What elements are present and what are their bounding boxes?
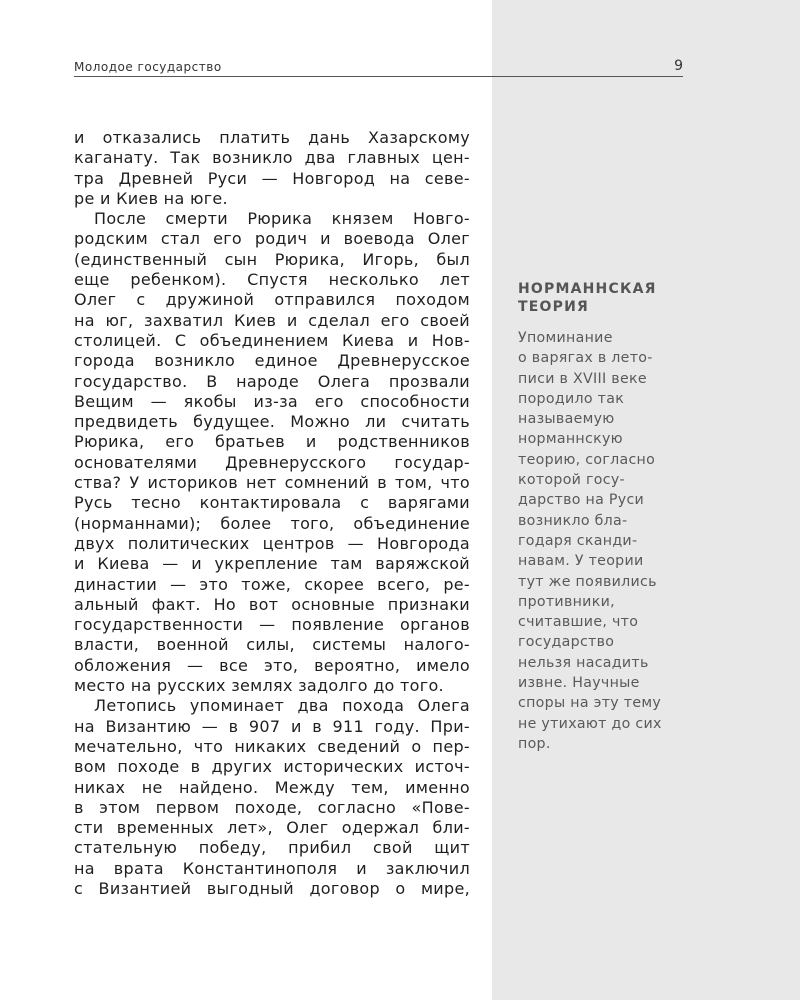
text-line: Летопись упоминает два похода Олега xyxy=(94,696,470,716)
page-number: 9 xyxy=(674,58,683,74)
text-line: города возникло единое Древнерусское xyxy=(74,351,470,371)
text-line: ства? У историков нет сомнений в том, что xyxy=(74,473,470,493)
sidebar-text-line: извне. Научные xyxy=(518,675,640,692)
text-line: предвидеть будущее. Можно ли считать xyxy=(74,412,470,432)
text-line: и отказались платить дань Хазарскому xyxy=(74,128,470,147)
text-line: родским стал его родич и воевода Олег xyxy=(74,229,470,249)
text-line: место на русских землях задолго до того. xyxy=(74,676,444,696)
sidebar-text-line: не утихают до сих xyxy=(518,715,662,732)
text-line: власти, военной силы, системы налого- xyxy=(74,635,470,655)
sidebar-text-line: называемую xyxy=(518,411,615,428)
text-line: династии — это тоже, скорее всего, ре- xyxy=(74,574,470,594)
text-line: тра Древней Руси — Новгород на севе- xyxy=(74,168,470,188)
sidebar-text-line: нельзя насадить xyxy=(518,654,649,671)
text-line: Олег с дружиной отправился походом xyxy=(74,290,470,310)
text-line: на врата Константинополя и заключил xyxy=(74,858,470,878)
sidebar-text-line: тут же появились xyxy=(518,573,657,590)
text-line: (единственный сын Рюрика, Игорь, был xyxy=(74,249,470,269)
text-line: обложения — все это, вероятно, имело xyxy=(74,655,470,675)
running-header xyxy=(74,58,683,77)
sidebar-note xyxy=(518,280,698,754)
text-line: стательную победу, прибил свой щит xyxy=(74,838,470,858)
sidebar-text-line: считавшие, что xyxy=(518,614,639,631)
text-line: двух политических центров — Новгорода xyxy=(74,533,470,553)
sidebar-text-line: споры на эту тему xyxy=(518,695,662,712)
text-line: Вещим — якобы из-за его способности xyxy=(74,391,470,411)
sidebar-text-line: возникло бла- xyxy=(518,512,628,529)
text-line: с Византией выгодный договор о мире, xyxy=(74,878,470,898)
text-line: основателями Древнерусского государ- xyxy=(74,452,470,472)
text-line: Рюрика, его братьев и родственников xyxy=(74,432,470,452)
text-line: ре и Киев на юге. xyxy=(74,188,228,208)
sidebar-heading xyxy=(518,280,698,316)
sidebar-text-line: норманнскую xyxy=(518,431,623,448)
text-line: сти временных лет», Олег одержал бли- xyxy=(74,818,470,838)
sidebar-text-line: противники, xyxy=(518,593,615,610)
sidebar-body xyxy=(518,328,698,754)
sidebar-heading-line: ТЕОРИЯ xyxy=(518,299,589,315)
text-line: государственности — появление органов xyxy=(74,615,470,635)
sidebar-text-line: писи в XVIII веке xyxy=(518,370,647,387)
sidebar-text-line: породило так xyxy=(518,390,625,407)
main-text-column xyxy=(74,128,470,899)
sidebar-text-line: о варягах в лето- xyxy=(518,350,653,367)
sidebar-text-line: государство xyxy=(518,634,615,651)
text-line: никах не найдено. Между тем, именно xyxy=(74,777,470,797)
sidebar-text-line: Упоминание xyxy=(518,330,613,346)
sidebar-text-line: годаря сканди- xyxy=(518,532,638,549)
text-line: на Византию — в 907 и в 911 году. При- xyxy=(74,716,470,736)
text-line: еще ребенком). Спустя несколько лет xyxy=(74,270,470,290)
text-line: на юг, захватил Киев и сделал его своей xyxy=(74,310,470,330)
text-line: в этом первом походе, согласно «Пове- xyxy=(74,797,470,817)
text-line: государство. В народе Олега прозвали xyxy=(74,371,470,391)
text-line: альный факт. Но вот основные признаки xyxy=(74,594,470,614)
text-line: и Киева — и укрепление там варяжской xyxy=(74,554,470,574)
sidebar-text-line: теорию, согласно xyxy=(518,451,656,468)
sidebar-text-line: навам. У теории xyxy=(518,553,644,570)
sidebar-text-line: дарство на Руси xyxy=(518,492,645,509)
text-line: мечательно, что никаких сведений о пер- xyxy=(74,736,470,756)
sidebar-text-line: которой госу- xyxy=(518,472,625,489)
text-line: После смерти Рюрика князем Новго- xyxy=(94,209,470,229)
sidebar-text-line: пор. xyxy=(518,735,551,752)
running-title: Молодое государство xyxy=(74,60,222,74)
text-line: вом походе в других исторических источ- xyxy=(74,757,470,777)
text-line: каганату. Так возникло два главных цен- xyxy=(74,148,470,168)
sidebar-heading-line: НОРМАННСКАЯ xyxy=(518,281,657,297)
text-line: Русь тесно контактировала с варягами xyxy=(74,493,470,513)
text-line: столицей. С объединением Киева и Нов- xyxy=(74,330,470,350)
text-line: (норманнами); более того, объединение xyxy=(74,513,470,533)
